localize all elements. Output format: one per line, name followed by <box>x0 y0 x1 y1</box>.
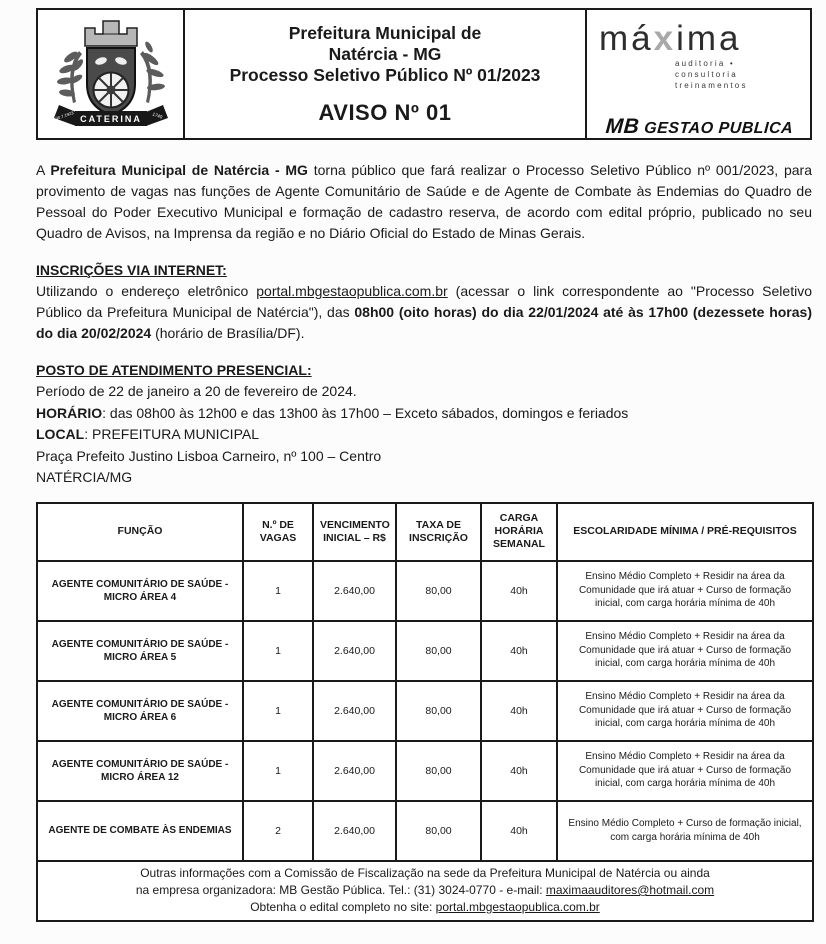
municipal-crest-cell <box>38 10 185 138</box>
table-row <box>37 801 813 861</box>
crest-right-date: 1740 <box>151 111 163 120</box>
cell-vagas: 1 <box>243 561 313 621</box>
cell-funcao: AGENTE COMUNITÁRIO DE SAÚDE - MICRO ÁREA 5 <box>37 621 243 681</box>
maxima-logo <box>599 19 800 58</box>
cell-carga: 40h <box>481 621 557 681</box>
internet-section <box>36 260 812 344</box>
cell-escolaridade: Ensino Médio Completo + Curso de formação inicial, com carga horária mínima de 40h <box>557 801 813 861</box>
cell-escolaridade: Ensino Médio Completo + Residir na área da Comunidade que irá atuar + Curso de formação inicial, com carga horária mínima de 40h <box>557 621 813 681</box>
cell-taxa: 80,00 <box>396 681 481 741</box>
maxima-logo-x: x <box>653 19 677 58</box>
table-footer-row <box>37 861 813 921</box>
horario-line <box>36 403 812 425</box>
footer-line-2 <box>44 882 806 899</box>
cell-taxa: 80,00 <box>396 621 481 681</box>
page-title-line1: Prefeitura Municipal de <box>288 22 482 43</box>
cell-funcao: AGENTE COMUNITÁRIO DE SAÚDE - MICRO ÁREA 6 <box>37 681 243 741</box>
crest-left-date: 30.7.1923 <box>54 110 74 121</box>
footer-line-1: Outras informações com a Comissão de Fiscalização na sede da Prefeitura Municipal de Natércia ou ainda <box>140 866 710 880</box>
edital-site-link[interactable]: portal.mbgestaopublica.com.br <box>435 900 600 914</box>
municipal-crest-icon <box>45 13 177 135</box>
mb-logo-initials: MB <box>604 115 641 138</box>
header-title-block <box>185 10 585 138</box>
cell-vagas: 1 <box>243 741 313 801</box>
presencial-section-heading: POSTO DE ATENDIMENTO PRESENCIAL: <box>36 362 312 378</box>
col-header-funcao: FUNÇÃO <box>37 503 243 561</box>
cell-carga: 40h <box>481 681 557 741</box>
col-header-carga: CARGA HORÁRIA SEMANAL <box>481 503 557 561</box>
internet-section-heading: INSCRIÇÕES VIA INTERNET: <box>36 262 227 278</box>
cell-vagas: 1 <box>243 681 313 741</box>
page-title-line2: Natércia - MG <box>328 43 442 64</box>
cell-carga: 40h <box>481 741 557 801</box>
periodo-line: Período de 22 de janeiro a 20 de fevereiro de 2024. <box>36 383 357 399</box>
cell-escolaridade: Ensino Médio Completo + Residir na área da Comunidade que irá atuar + Curso de formação inicial, com carga horária mínima de 40h <box>557 561 813 621</box>
table-row <box>37 681 813 741</box>
vacancies-table <box>36 502 814 922</box>
page-title-line3: Processo Seletivo Público Nº 01/2023 <box>229 64 541 85</box>
cell-taxa: 80,00 <box>396 561 481 621</box>
city-line: NATÉRCIA/MG <box>36 469 133 485</box>
crest-left-branch <box>56 50 84 103</box>
table-header-row <box>37 503 813 561</box>
crest-right-branch <box>140 41 165 103</box>
col-header-taxa: TAXA DE INSCRIÇÃO <box>396 503 481 561</box>
col-header-vagas: N.º DE VAGAS <box>243 503 313 561</box>
organizer-logo-cell <box>585 10 810 138</box>
footer-line-3-text: Obtenha o edital completo no site: <box>250 900 436 914</box>
notice-title: AVISO Nº 01 <box>318 99 452 125</box>
cell-funcao: AGENTE COMUNITÁRIO DE SAÚDE - MICRO ÁREA 4 <box>37 561 243 621</box>
mb-logo-rest: GESTAO PUBLICA <box>638 120 794 137</box>
table-row <box>37 561 813 621</box>
internet-section-body <box>36 281 812 344</box>
cell-vencimento: 2.640,00 <box>313 741 396 801</box>
horario-text: : das 08h00 às 12h00 e das 13h00 às 17h00 – Exceto sábados, domingos e feriados <box>102 404 629 421</box>
internet-bold-dates: 08h00 (oito horas) do dia 22/01/2024 até às 17h00 (dezessete horas) do dia 20/02/2024 <box>36 304 812 341</box>
maxima-logo-pre: má <box>599 19 654 58</box>
cell-funcao: AGENTE DE COMBATE ÀS ENDEMIAS <box>37 801 243 861</box>
internet-text-3: (horário de Brasília/DF). <box>151 325 305 341</box>
maxima-tagline-1: auditoria • consultoria <box>675 59 738 79</box>
mb-gestao-publica-logo <box>598 115 801 139</box>
table-footer-note <box>37 861 813 921</box>
crest-banner-text: CATERINA <box>79 114 142 124</box>
intro-prefix: A <box>36 162 51 178</box>
table-row <box>37 621 813 681</box>
maxima-taglines <box>599 58 800 91</box>
cell-vencimento: 2.640,00 <box>313 681 396 741</box>
table-row <box>37 741 813 801</box>
horario-label: HORÁRIO <box>36 404 103 421</box>
cell-vencimento: 2.640,00 <box>313 561 396 621</box>
col-header-vencimento: VENCIMENTO INICIAL – R$ <box>313 503 396 561</box>
col-header-escolaridade: ESCOLARIDADE MÍNIMA / PRÉ-REQUISITOS <box>557 503 813 561</box>
cell-vagas: 1 <box>243 621 313 681</box>
internet-text-2: (acessar o link correspondente ao "Processo Seletivo Público da Prefeitura Municipal de Natércia"), das <box>36 283 812 320</box>
cell-escolaridade: Ensino Médio Completo + Residir na área da Comunidade que irá atuar + Curso de formação inicial, com carga horária mínima de 40h <box>557 741 813 801</box>
portal-link[interactable]: portal.mbgestaopublica.com.br <box>256 283 448 299</box>
local-line <box>36 424 812 446</box>
document-header <box>36 8 812 140</box>
cell-vencimento: 2.640,00 <box>313 621 396 681</box>
maxima-tagline-2: treinamentos <box>675 81 748 90</box>
presencial-section <box>36 360 812 489</box>
local-label: LOCAL <box>36 426 85 442</box>
cell-taxa: 80,00 <box>396 801 481 861</box>
cell-vagas: 2 <box>243 801 313 861</box>
intro-rest: torna público que fará realizar o Processo Seletivo Público nº 001/2023, para provimento de vagas nas funções de Agente Comunitário de Saúde e de Agente de Combate às Endemias do Quadro de Pessoal do Poder Executivo Municipal e formação de cadastro reserva, de acordo com edital próprio, publicado no seu Quadro de Avisos, na Imprensa da região e no Diário Oficial do Estado de Minas Gerais. <box>36 162 812 241</box>
cell-carga: 40h <box>481 561 557 621</box>
cell-carga: 40h <box>481 801 557 861</box>
local-text: : PREFEITURA MUNICIPAL <box>84 426 259 442</box>
cell-funcao: AGENTE COMUNITÁRIO DE SAÚDE - MICRO ÁREA 12 <box>37 741 243 801</box>
maxima-logo-post: ima <box>676 19 742 58</box>
cell-vencimento: 2.640,00 <box>313 801 396 861</box>
footer-line-3 <box>44 899 806 916</box>
footer-line-2-text: na empresa organizadora: MB Gestão Pública. Tel.: (31) 3024-0770 - e-mail: <box>135 883 546 897</box>
intro-paragraph <box>36 160 812 244</box>
internet-text-1: Utilizando o endereço eletrônico <box>36 283 257 299</box>
email-link[interactable]: maximaauditores@hotmail.com <box>545 883 715 897</box>
cell-escolaridade: Ensino Médio Completo + Residir na área da Comunidade que irá atuar + Curso de formação inicial, com carga horária mínima de 40h <box>557 681 813 741</box>
cell-taxa: 80,00 <box>396 741 481 801</box>
intro-bold-entity: Prefeitura Municipal de Natércia - MG <box>50 162 308 178</box>
address-line: Praça Prefeito Justino Lisboa Carneiro, nº 100 – Centro <box>36 447 382 464</box>
